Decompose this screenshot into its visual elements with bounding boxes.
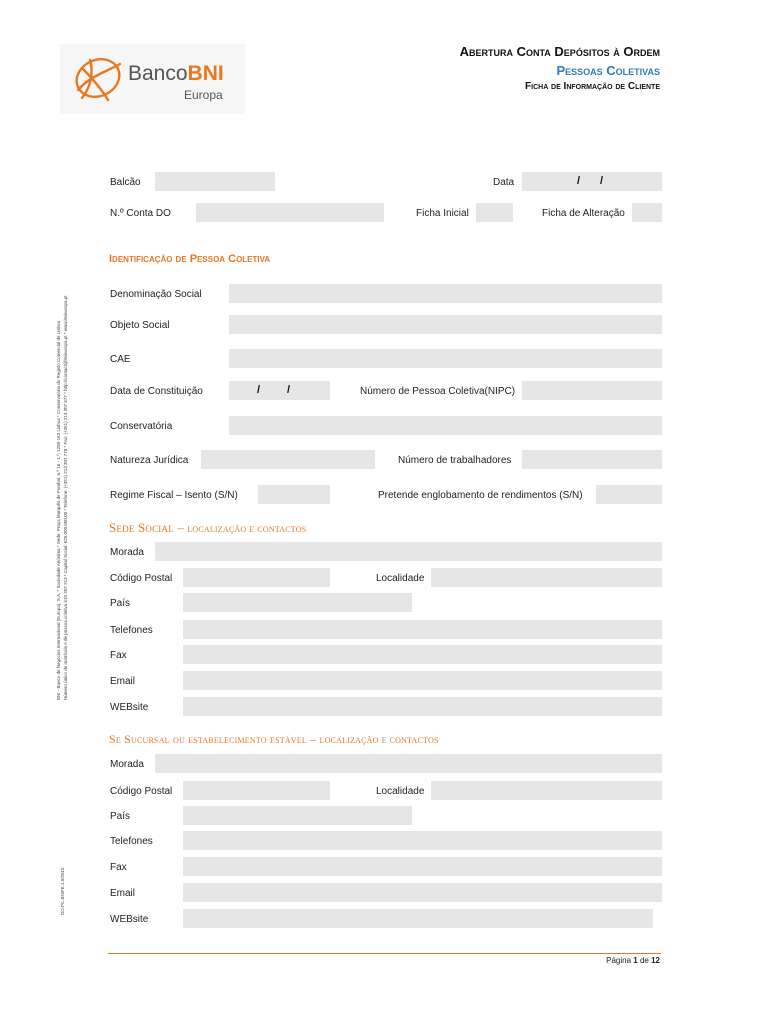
section-title-sucursal-a: Se Sucursal ou estabelecimento estável – <box>109 732 317 746</box>
regime-fiscal-field[interactable] <box>258 485 330 504</box>
englobamento-label: Pretende englobamento de rendimentos (S/N) <box>378 490 583 501</box>
sede-fax-field[interactable] <box>183 645 662 664</box>
logo-bank: Banco <box>128 62 188 85</box>
sede-website-label: WEBsite <box>110 702 149 713</box>
natureza-label: Natureza Jurídica <box>110 455 189 466</box>
cae-field[interactable] <box>229 349 662 368</box>
cae-label: CAE <box>110 354 131 365</box>
sucursal-codigo-postal-field[interactable] <box>183 781 330 800</box>
bni-logo-icon <box>68 50 128 110</box>
company-legal-text: BNI - Banco de Negócios Internacional (Europa), S.A. * Sociedade Anónima * Sede: Praça Marquês de Pombal, n.º 16 - 1.º, 1250-163 Lisboa * Conservatória do Registo Comercial de Lisboa <box>56 320 61 700</box>
sucursal-pais-label: País <box>110 811 131 822</box>
objeto-field[interactable] <box>229 315 662 334</box>
sucursal-fax-field[interactable] <box>183 857 662 876</box>
conta-label: N.º Conta DO <box>110 208 171 219</box>
balcao-field[interactable] <box>155 172 275 191</box>
nipc-field[interactable] <box>522 381 662 400</box>
section-title-sede-a: Sede Social – <box>109 520 185 535</box>
sucursal-telefones-label: Telefones <box>110 836 153 847</box>
sucursal-email-label: Email <box>110 888 136 899</box>
footer-divider <box>108 953 661 954</box>
logo-region: Europa <box>184 88 223 102</box>
sucursal-telefones-field[interactable] <box>183 831 662 850</box>
data-label: Data <box>493 177 515 188</box>
sede-morada-label: Morada <box>110 547 144 558</box>
sede-telefones-field[interactable] <box>183 620 662 639</box>
sede-fax-label: Fax <box>110 650 127 661</box>
natureza-field[interactable] <box>201 450 375 469</box>
logo-bank-bold: BNI <box>187 62 224 85</box>
sede-website-field[interactable] <box>183 697 662 716</box>
trabalhadores-label: Número de trabalhadores <box>398 455 512 466</box>
date-separator: / <box>577 175 581 187</box>
page-of: de <box>639 956 649 965</box>
data-constituicao-field[interactable] <box>229 381 330 400</box>
section-title-sede <box>109 520 306 536</box>
document-code: DO.PC.BNIFE.1.0/2015 <box>60 867 65 915</box>
sede-codigo-postal-field[interactable] <box>183 568 330 587</box>
data-constituicao-label: Data de Constituição <box>110 386 203 397</box>
company-legal-text-2: Número único de matrícula e de pessoa coletiva 510 307 213 * Capital Social: €25.000.000,00 * Telefone: (+351) 213 307 778 * Fax: (+351) 213 307 677 * http://contact@bnieuropa.pt * www.bnieuropa.pt <box>63 295 68 700</box>
sucursal-morada-label: Morada <box>110 759 144 770</box>
date-separator: / <box>287 384 291 396</box>
sede-localidade-field[interactable] <box>431 568 662 587</box>
section-title-sucursal-b: localização e contactos <box>319 734 439 746</box>
date-separator: / <box>600 175 604 187</box>
conservatoria-label: Conservatória <box>110 421 173 432</box>
objeto-label: Objeto Social <box>110 320 170 331</box>
page-current: 1 <box>633 956 638 965</box>
section-title-sede-b: localização e contactos <box>187 523 307 535</box>
data-field[interactable] <box>522 172 662 191</box>
denominacao-label: Denominação Social <box>110 289 202 300</box>
section-title-identificacao: Identificação de Pessoa Coletiva <box>109 253 271 265</box>
document-subtitle: Pessoas Coletivas <box>556 63 660 78</box>
sede-morada-field[interactable] <box>155 542 662 561</box>
form-name: Ficha de Informação de Cliente <box>525 81 660 92</box>
denominacao-field[interactable] <box>229 284 662 303</box>
ficha-inicial-field[interactable] <box>476 203 513 222</box>
ficha-alteracao-label: Ficha de Alteração <box>542 208 625 219</box>
conservatoria-field[interactable] <box>229 416 662 435</box>
sucursal-codigo-postal-label: Código Postal <box>110 786 173 797</box>
conta-field[interactable] <box>196 203 384 222</box>
englobamento-field[interactable] <box>596 485 662 504</box>
sucursal-website-label: WEBsite <box>110 914 149 925</box>
logo <box>60 44 245 114</box>
sede-localidade-label: Localidade <box>376 573 425 584</box>
sede-email-field[interactable] <box>183 671 662 690</box>
section-title-sucursal <box>109 732 439 747</box>
page-number <box>606 956 660 965</box>
regime-fiscal-label: Regime Fiscal – Isento (S/N) <box>110 490 238 501</box>
sede-pais-label: País <box>110 598 131 609</box>
sucursal-website-field[interactable] <box>183 909 653 928</box>
sede-pais-field[interactable] <box>183 593 412 612</box>
sucursal-fax-label: Fax <box>110 862 127 873</box>
ficha-inicial-label: Ficha Inicial <box>416 208 469 219</box>
sucursal-morada-field[interactable] <box>155 754 662 773</box>
sede-email-label: Email <box>110 676 136 687</box>
ficha-alteracao-field[interactable] <box>632 203 662 222</box>
page-total: 12 <box>651 956 660 965</box>
balcao-label: Balcão <box>110 177 141 188</box>
sucursal-email-field[interactable] <box>183 883 662 902</box>
sucursal-pais-field[interactable] <box>183 806 412 825</box>
nipc-label: Número de Pessoa Coletiva(NIPC) <box>360 386 516 397</box>
trabalhadores-field[interactable] <box>522 450 662 469</box>
date-separator: / <box>257 384 261 396</box>
sucursal-localidade-field[interactable] <box>431 781 662 800</box>
sede-codigo-postal-label: Código Postal <box>110 573 173 584</box>
page-label: Página <box>606 956 632 965</box>
document-title: Abertura Conta Depósitos à Ordem <box>459 44 660 59</box>
sede-telefones-label: Telefones <box>110 625 153 636</box>
sucursal-localidade-label: Localidade <box>376 786 425 797</box>
